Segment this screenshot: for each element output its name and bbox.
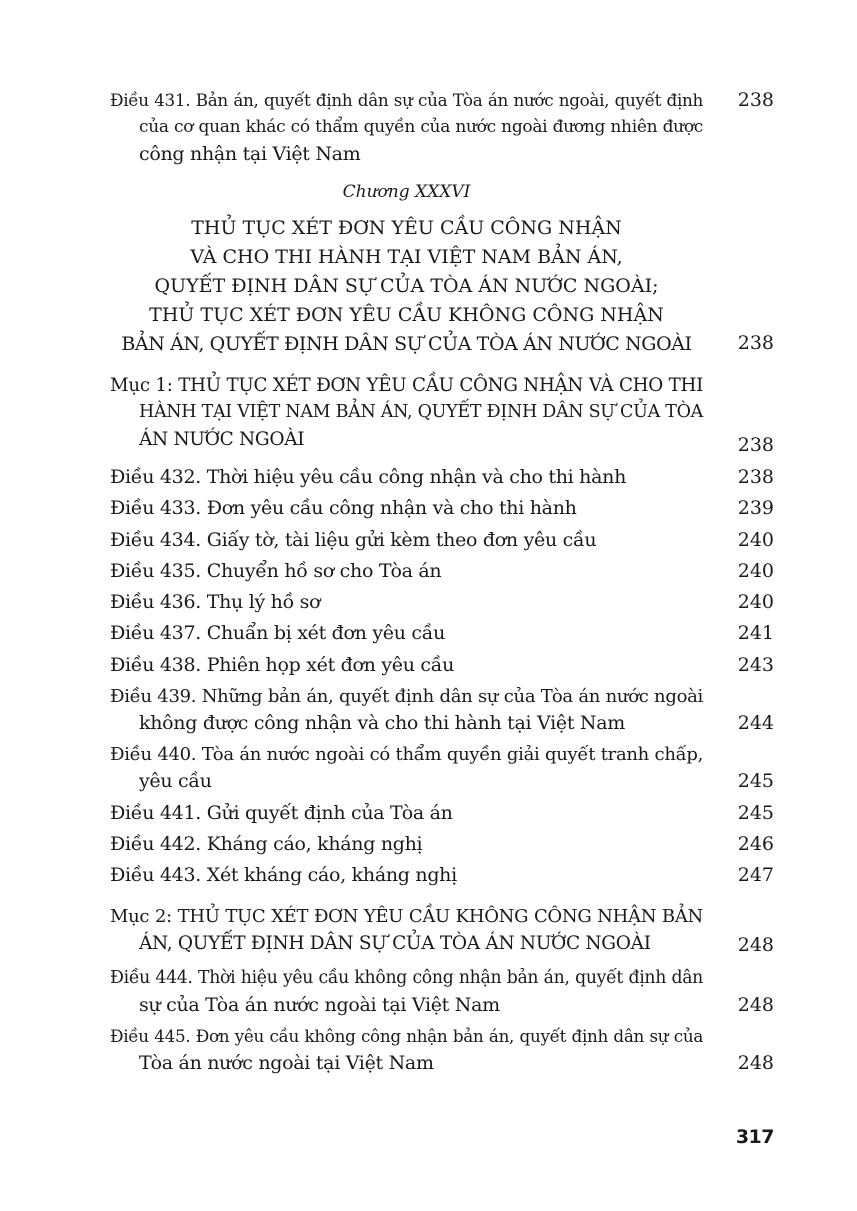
page-number: 239 — [737, 497, 774, 519]
chapter-title — [110, 214, 703, 359]
toc-entry-line: Điều 433. Đơn yêu cầu công nhận và cho thi hành — [110, 497, 577, 519]
chapter-label: Chương XXXVI — [342, 182, 471, 202]
page-number: 244 — [737, 712, 774, 734]
page-number: 248 — [737, 994, 774, 1016]
toc-entry-line: Điều 442. Kháng cáo, kháng nghị — [110, 833, 423, 855]
toc-entry-line: ÁN, QUYẾT ĐỊNH DÂN SỰ CỦA TÒA ÁN NƯỚC NGOÀI — [139, 933, 651, 954]
page-number: 238 — [737, 89, 774, 111]
toc-entry-dieu-433 — [110, 495, 703, 522]
page-number: 245 — [737, 802, 774, 824]
toc-entry-dieu-437 — [110, 620, 703, 647]
page-number: 248 — [737, 934, 774, 956]
toc-entry-dieu-436 — [110, 589, 703, 616]
toc-entry-dieu-441 — [110, 800, 703, 827]
chapter-title-line: THỦ TỤC XÉT ĐƠN YÊU CẦU KHÔNG CÔNG NHẬN — [149, 304, 664, 326]
page-number: 240 — [737, 529, 774, 551]
toc-entry-dieu-440 — [110, 741, 703, 795]
toc-entry-dieu-434 — [110, 527, 703, 554]
toc-entry-line: Mục 1: THỦ TỤC XÉT ĐƠN YÊU CẦU CÔNG NHẬN VÀ CHO THI — [110, 375, 703, 396]
toc-entry-dieu-444 — [110, 965, 703, 1019]
toc-entry-line: Điều 431. Bản án, quyết định dân sự của Tòa án nước ngoài, quyết định — [110, 90, 703, 110]
toc-entry-line: Điều 439. Những bản án, quyết định dân sự của Tòa án nước ngoài — [110, 686, 703, 707]
toc-entry-dieu-445 — [110, 1023, 703, 1077]
page-number: 240 — [737, 591, 774, 613]
toc-entry-line: Điều 444. Thời hiệu yêu cầu không công nhận bản án, quyết định dân — [110, 968, 703, 988]
toc-entry-dieu-442 — [110, 831, 703, 858]
toc-entry-line: Điều 441. Gửi quyết định của Tòa án — [110, 802, 453, 824]
toc-entry-line: không được công nhận và cho thi hành tại Việt Nam — [139, 712, 625, 734]
folio-page-number: 317 — [735, 1126, 774, 1148]
toc-entry-dieu-438 — [110, 652, 703, 679]
toc-entry-line: ÁN NƯỚC NGOÀI — [139, 429, 305, 450]
toc-entry-line: Điều 443. Xét kháng cáo, kháng nghị — [110, 864, 457, 886]
toc-entry-line: Mục 2: THỦ TỤC XÉT ĐƠN YÊU CẦU KHÔNG CÔNG NHẬN BẢN — [110, 906, 703, 927]
page-number: 245 — [737, 770, 774, 792]
toc-entry-line: sự của Tòa án nước ngoài tại Việt Nam — [139, 994, 500, 1016]
page-number: 238 — [737, 332, 774, 354]
page-number: 238 — [737, 466, 774, 488]
toc-entry-line: Điều 438. Phiên họp xét đơn yêu cầu — [110, 654, 455, 676]
page-number: 248 — [737, 1052, 774, 1074]
page-number: 243 — [737, 654, 774, 676]
page-number: 246 — [737, 833, 774, 855]
toc-entry-line: Điều 435. Chuyển hồ sơ cho Tòa án — [110, 560, 442, 582]
toc-entry-line: Điều 440. Tòa án nước ngoài có thẩm quyền giải quyết tranh chấp, — [110, 744, 703, 765]
page-number: 238 — [737, 434, 774, 456]
toc-section-muc-1 — [110, 372, 703, 453]
toc-entry-dieu-432 — [110, 464, 703, 491]
toc-entry-line: Điều 436. Thụ lý hồ sơ — [110, 591, 321, 613]
chapter-title-line: BẢN ÁN, QUYẾT ĐỊNH DÂN SỰ CỦA TÒA ÁN NƯỚC NGOÀI — [121, 333, 692, 355]
page-number: 247 — [737, 864, 774, 886]
toc-entry-dieu-431 — [110, 87, 703, 168]
toc-entry-line: Điều 434. Giấy tờ, tài liệu gửi kèm theo đơn yêu cầu — [110, 529, 597, 551]
toc-entry-line: HÀNH TẠI VIỆT NAM BẢN ÁN, QUYẾT ĐỊNH DÂN SỰ CỦA TÒA — [139, 402, 703, 422]
toc-entry-dieu-443 — [110, 862, 703, 889]
chapter-title-line: QUYẾT ĐỊNH DÂN SỰ CỦA TÒA ÁN NƯỚC NGOÀI; — [154, 275, 659, 297]
chapter-title-line: VÀ CHO THI HÀNH TẠI VIỆT NAM BẢN ÁN, — [190, 246, 623, 268]
toc-entry-line: Tòa án nước ngoài tại Việt Nam — [139, 1052, 434, 1074]
toc-entry-dieu-439 — [110, 683, 703, 737]
toc-entry-line: của cơ quan khác có thẩm quyền của nước ngoài đương nhiên được — [139, 117, 703, 137]
toc-entry-line: Điều 437. Chuẩn bị xét đơn yêu cầu — [110, 622, 446, 644]
toc-entry-line: Điều 445. Đơn yêu cầu không công nhận bản án, quyết định dân sự của — [110, 1026, 703, 1046]
page-number: 241 — [737, 622, 774, 644]
toc-entry-line: yêu cầu — [139, 770, 212, 792]
toc-entry-line: công nhận tại Việt Nam — [139, 143, 361, 165]
toc-section-muc-2 — [110, 903, 703, 957]
toc-entry-dieu-435 — [110, 558, 703, 585]
toc-entry-line: Điều 432. Thời hiệu yêu cầu công nhận và cho thi hành — [110, 466, 627, 488]
chapter-title-line: THỦ TỤC XÉT ĐƠN YÊU CẦU CÔNG NHẬN — [191, 217, 622, 239]
page-number: 240 — [737, 560, 774, 582]
